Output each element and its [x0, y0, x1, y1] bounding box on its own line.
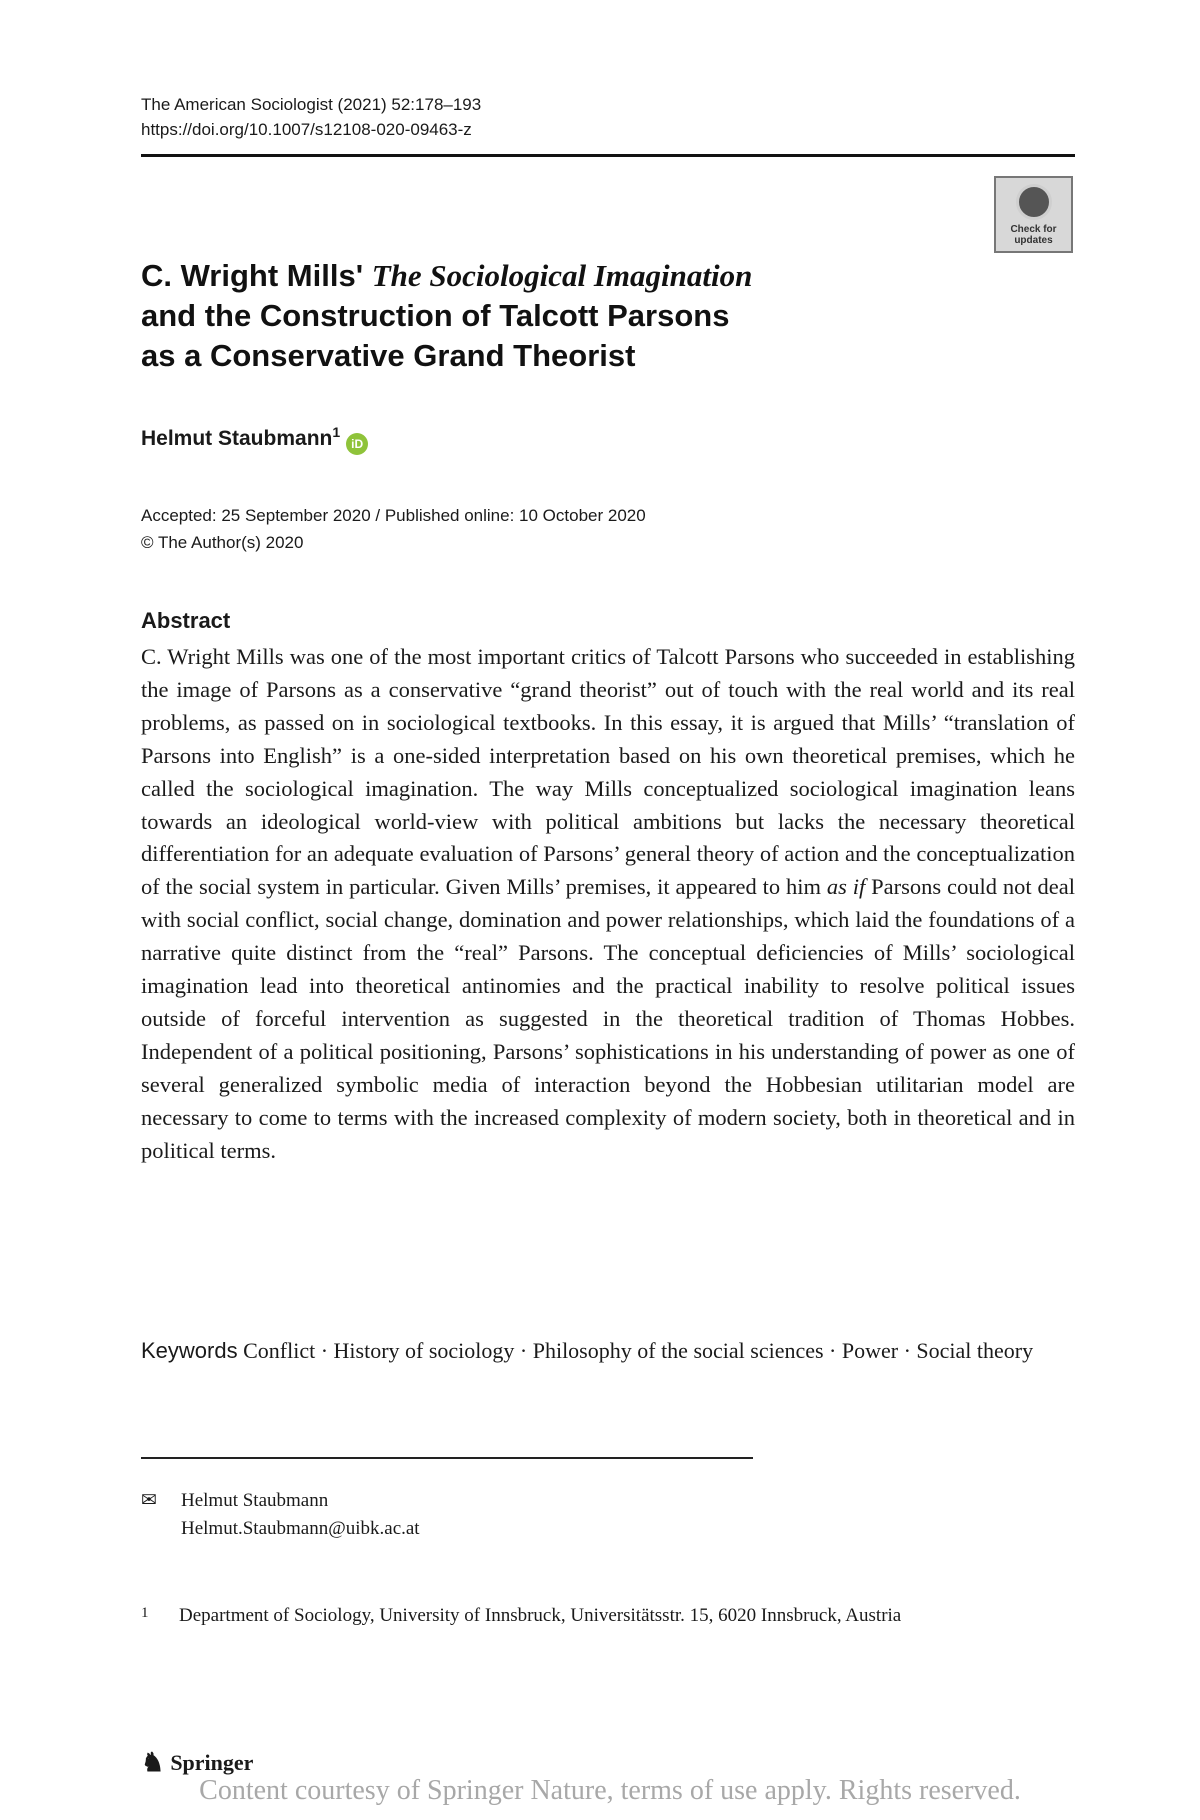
journal-header: [141, 92, 481, 142]
keywords-list: Conflict · History of sociology · Philosophy of the social sciences · Power · Social theory: [243, 1338, 1034, 1363]
keywords: [141, 1336, 1075, 1366]
abstract-text-before: C. Wright Mills was one of the most important critics of Talcott Parsons who succeeded in establishing the image of Parsons as a conservative “grand theorist” out of touch with the real world and its real problems, as passed on in sociological textbooks. In this essay, it is argued that Mills’ “translation of Parsons into English” is a one-sided interpretation based on his own theoretical premises, which he called the sociological imagination. The way Mills conceptualized sociological imagination leans towards an ideological world-view with political ambitions but lacks the necessary theoretical differentiation for an adequate evaluation of Parsons’ general theory of action and the conceptualization of the social system in particular. Given Mills’ premises, it appeared to him: [141, 644, 1075, 900]
corresponding-author: [141, 1487, 420, 1543]
article-dates: [141, 502, 646, 556]
title-part1: C. Wright Mills': [141, 258, 372, 293]
title-line3: as a Conservative Grand Theorist: [141, 338, 636, 373]
header-rule: [141, 154, 1075, 157]
title-line2: and the Construction of Talcott Parsons: [141, 298, 730, 333]
copyright-line: © The Author(s) 2020: [141, 533, 304, 552]
orcid-icon[interactable]: iD: [346, 433, 368, 455]
courtesy-watermark: Content courtesy of Springer Nature, terms of use apply. Rights reserved.: [199, 1775, 1021, 1806]
abstract-heading: Abstract: [141, 608, 231, 633]
affiliation-number: 1: [141, 1605, 149, 1621]
envelope-icon: ✉: [141, 1490, 157, 1511]
affiliation-mark: 1: [332, 424, 341, 440]
publisher-name: Springer: [170, 1750, 254, 1775]
doi-link[interactable]: https://doi.org/10.1007/s12108-020-09463-z: [141, 120, 472, 139]
article-title: [141, 256, 752, 376]
abstract-text-after: Parsons could not deal with social conflict, social change, domination and power relationships, which laid the foundations of a narrative quite distinct from the “real” Parsons. The conceptual deficiencies of Mills’ sociological imagination lead into theoretical antinomies and the practical inability to resolve political issues outside of forceful intervention as suggested in the theoretical tradition of Thomas Hobbes. Independent of a political positioning, Parsons’ sophistications in his understanding of power as one of several generalized symbolic media of interaction beyond the Hobbesian utilitarian model are necessary to come to terms with the increased complexity of modern society, both in theoretical and in political terms.: [141, 874, 1075, 1163]
author-name: Helmut Staubmann: [141, 427, 333, 450]
footnote-rule: [141, 1457, 753, 1459]
springer-horse-icon: ♞: [141, 1748, 165, 1777]
journal-citation: The American Sociologist (2021) 52:178–193: [141, 95, 482, 114]
update-badge-icon: [1016, 184, 1052, 220]
affiliation-text: Department of Sociology, University of Innsbruck, Universitätsstr. 15, 6020 Innsbruck, Austria: [179, 1605, 902, 1626]
book-title: The Sociological Imagination: [371, 258, 753, 293]
accepted-published-dates: Accepted: 25 September 2020 / Published online: 10 October 2020: [141, 506, 646, 525]
keywords-label: Keywords: [141, 1338, 238, 1363]
springer-logo: [141, 1748, 253, 1778]
check-for-updates-badge[interactable]: [994, 176, 1073, 253]
badge-label: Check for updates: [1010, 224, 1057, 246]
contact-email[interactable]: Helmut.Staubmann@uibk.ac.at: [181, 1518, 420, 1539]
contact-name: Helmut Staubmann: [181, 1490, 329, 1511]
author-line: [141, 424, 368, 455]
abstract-text: [141, 641, 1075, 1168]
affiliation: [141, 1605, 901, 1627]
abstract-emphasis: as if: [826, 874, 866, 900]
